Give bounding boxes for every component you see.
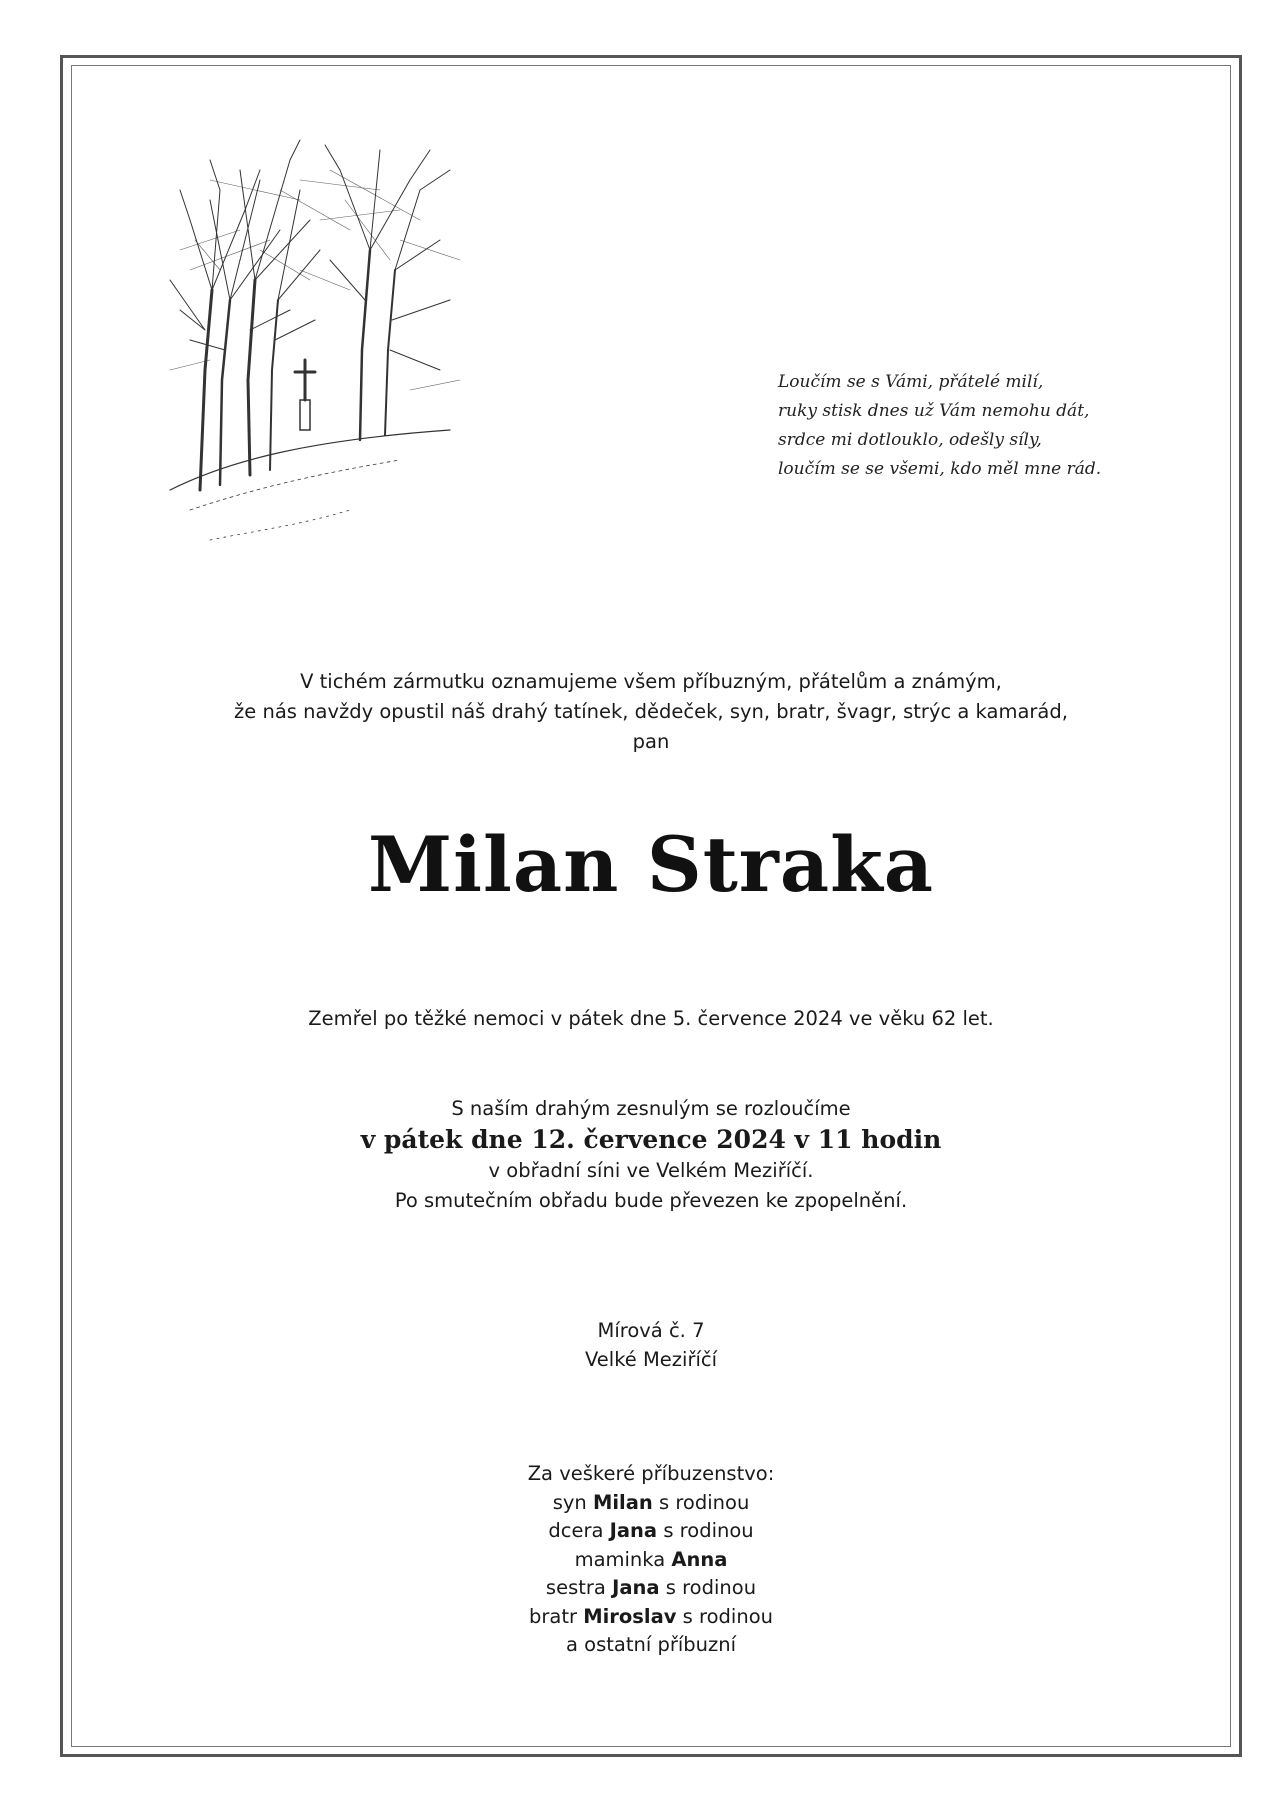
death-notice: Zemřel po těžké nemoci v pátek dne 5. července 2024 ve věku 62 let. xyxy=(308,1007,994,1030)
family-closing: a ostatní příbuzní xyxy=(565,1633,736,1656)
poem-line: ruky stisk dnes už Vám nemohu dát, xyxy=(778,401,1090,421)
address-city: Velké Meziříčí xyxy=(584,1348,718,1371)
family-heading: Za veškeré příbuzenstvo: xyxy=(527,1462,775,1485)
member-name: Milan xyxy=(592,1490,653,1514)
address-street: Mírová č. 7 xyxy=(597,1319,705,1342)
family-list xyxy=(71,1460,1231,1660)
trees-with-cross-illustration xyxy=(150,130,480,570)
farewell-details xyxy=(71,1094,1231,1216)
announcement-line: pan xyxy=(632,730,670,753)
farewell-note: Po smutečním obřadu bude převezen ke zpopelnění. xyxy=(394,1189,908,1212)
farewell-intro: S naším drahým zesnulým se rozloučíme xyxy=(451,1097,851,1120)
member-suffix: s rodinou xyxy=(658,1490,750,1514)
family-member xyxy=(71,1517,1231,1546)
family-member xyxy=(71,1546,1231,1575)
poem-line: Loučím se s Vámi, přátelé milí, xyxy=(778,372,1044,392)
member-suffix: s rodinou xyxy=(682,1604,773,1628)
member-suffix: s rodinou xyxy=(663,1519,754,1542)
address xyxy=(71,1316,1231,1374)
deceased-name: Milan Straka xyxy=(367,820,934,909)
member-name: Jana xyxy=(609,1519,658,1542)
member-relation: syn xyxy=(552,1490,587,1514)
farewell-poem xyxy=(778,368,1158,484)
announcement-line: že nás navždy opustil náš drahý tatínek, dědeček, syn, bratr, švagr, strýc a kamarád, xyxy=(234,700,1068,723)
member-relation: dcera xyxy=(548,1519,604,1542)
member-name: Miroslav xyxy=(583,1604,677,1628)
member-relation: maminka xyxy=(574,1547,666,1571)
member-relation: sestra xyxy=(545,1576,606,1599)
member-suffix: s rodinou xyxy=(665,1576,757,1599)
family-member xyxy=(71,1603,1231,1632)
announcement-line: V tichém zármutku oznamujeme všem příbuzným, přátelům a známým, xyxy=(300,670,1002,693)
farewell-place: v obřadní síni ve Velkém Meziříčí. xyxy=(488,1159,814,1182)
family-member xyxy=(71,1574,1231,1603)
announcement-text xyxy=(71,667,1231,757)
farewell-date-time: v pátek dne 12. července 2024 v 11 hodin xyxy=(360,1125,942,1154)
member-name: Anna xyxy=(671,1547,728,1571)
poem-line: loučím se se všemi, kdo měl mne rád. xyxy=(778,459,1102,479)
member-name: Jana xyxy=(612,1576,660,1599)
poem-line: srdce mi dotlouklo, odešly síly, xyxy=(778,430,1042,450)
family-member xyxy=(71,1489,1231,1518)
member-relation: bratr xyxy=(528,1604,577,1628)
